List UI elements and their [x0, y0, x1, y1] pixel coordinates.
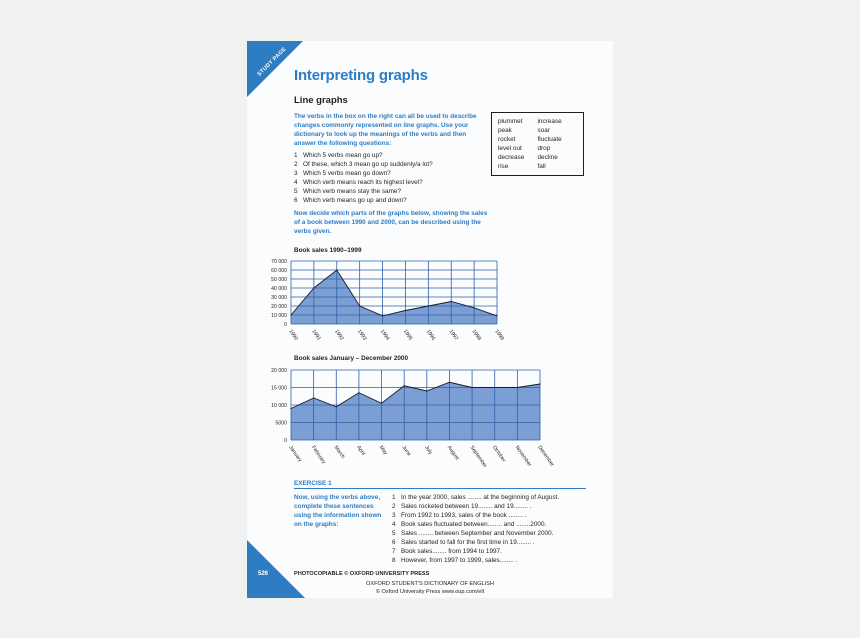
y-tick-label: 20 000 [271, 368, 287, 374]
data-point [382, 315, 383, 316]
exercise-item-number: 6 [392, 539, 396, 546]
data-point [494, 387, 495, 388]
section-title: Line graphs [294, 95, 348, 106]
exercise-intro: Now, using the verbs above, complete these sentences using the information shown on the graphs: [294, 494, 382, 528]
x-tick-label: 1997 [447, 328, 460, 342]
data-point [313, 287, 314, 288]
corner-label: STUDY PAGE [256, 46, 288, 78]
x-tick-label: October [491, 444, 507, 464]
exercise-item-text: Book sales........ from 1994 to 1997. [401, 548, 502, 555]
x-tick-label: March [332, 444, 346, 460]
data-point [313, 397, 314, 398]
verb-column-1 [498, 117, 538, 171]
question-item-text: Which verb means stay the same? [303, 188, 402, 195]
verb-item: fluctuate [537, 136, 562, 143]
exercise-item-number: 1 [392, 494, 396, 501]
y-tick-label: 0 [284, 322, 287, 328]
verb-item: level out [498, 145, 522, 152]
y-tick-label: 0 [284, 438, 287, 444]
x-tick-label: June [400, 444, 412, 458]
verb-item: decrease [498, 154, 525, 161]
study-page [247, 41, 613, 598]
exercise-item-text: In the year 2000, sales ........ at the beginning of August. [401, 494, 560, 501]
x-tick-label: January [287, 444, 303, 464]
intro-text: The verbs in the box on the right can all be used to describe changes commonly represented on line graphs. Use your dictionary to look up the meanings of the verbs and then answer the following questions: [294, 113, 477, 147]
data-point [451, 301, 452, 302]
y-tick-label: 10 000 [271, 313, 287, 319]
question-item-number: 2 [294, 161, 298, 168]
exercise-item-text: Book sales fluctuated between........ and ........2000. [401, 521, 547, 528]
verb-column-2 [538, 117, 578, 171]
question-item [294, 151, 494, 160]
question-item-text: Which verb means go up and down? [303, 197, 407, 204]
y-tick-label: 70 000 [271, 259, 287, 265]
data-point [474, 307, 475, 308]
chart-2-title: Book sales January – December 2000 [294, 355, 409, 362]
exercise-item [392, 493, 592, 502]
y-tick-label: 15 000 [271, 385, 287, 392]
exercise-item [392, 520, 592, 529]
verb-item: peak [498, 127, 512, 134]
question-item-text: Which 5 verbs mean go up? [303, 152, 383, 159]
question-item-number: 4 [294, 179, 298, 186]
question-item-number: 6 [294, 197, 298, 204]
data-point [381, 403, 382, 404]
verb-item: increase [537, 118, 562, 125]
question-item-number: 5 [294, 188, 298, 195]
y-tick-label: 20 000 [271, 304, 287, 310]
y-tick-label: 50 000 [271, 277, 287, 283]
data-point [471, 387, 472, 388]
x-tick-label: September [468, 444, 488, 469]
exercise-item-text: However, from 1997 to 1999, sales........ . [401, 557, 518, 564]
verb-item: plummet [498, 118, 523, 125]
x-tick-label: 1999 [493, 328, 505, 342]
question-list [294, 151, 494, 205]
exercise-header: EXERCISE 1 [294, 480, 332, 487]
footer-dictionary: OXFORD STUDENT'S DICTIONARY OF ENGLISH [366, 581, 494, 587]
question-item-number: 3 [294, 170, 298, 177]
exercise-item-number: 3 [392, 512, 396, 519]
chart-book-sales-1990-1999 [247, 255, 613, 347]
area-fill [291, 382, 540, 440]
exercise-item-number: 2 [392, 503, 396, 510]
y-tick-label: 30 000 [271, 295, 287, 301]
data-point [426, 390, 427, 391]
data-point [517, 387, 518, 388]
verb-item: soar [537, 127, 550, 134]
data-point [358, 392, 359, 393]
question-item-text: Of these, which 3 mean go up suddenly/a lot? [303, 161, 433, 168]
question-item-text: Which verb means reach its highest level? [303, 179, 423, 186]
x-tick-label: November [513, 444, 533, 468]
verb-box [491, 112, 584, 176]
exercise-item [392, 511, 592, 520]
data-point [336, 406, 337, 407]
exercise-list [392, 493, 592, 565]
x-tick-label: July [423, 444, 434, 456]
exercise-item-number: 5 [392, 530, 396, 537]
data-point [428, 305, 429, 306]
verb-item: rise [498, 163, 509, 170]
x-tick-label: 1991 [310, 328, 322, 342]
page-title: Interpreting graphs [294, 67, 428, 84]
question-item [294, 169, 494, 178]
verb-item: drop [537, 145, 551, 152]
x-tick-label: 1990 [287, 328, 299, 342]
exercise-item [392, 529, 592, 538]
data-point [290, 314, 291, 315]
page-number: 526 [258, 571, 269, 577]
exercise-item [392, 538, 592, 547]
question-item-number: 1 [294, 152, 298, 159]
question-item-text: Which 5 verbs mean go down? [303, 170, 391, 177]
x-tick-label: 1996 [424, 328, 437, 342]
instruction-text: Now decide which parts of the graphs below, showing the sales of a book between 1990 and 2000, can be described using the verbs given. [294, 210, 488, 235]
exercise-item-text: Sales rocketed between 19........ and 19........ . [401, 503, 532, 510]
chart-1-title: Book sales 1990–1999 [294, 247, 362, 254]
x-tick-label: April [355, 444, 367, 457]
exercise-item-number: 7 [392, 548, 396, 555]
data-point [449, 382, 450, 383]
x-tick-label: 1998 [470, 328, 483, 342]
footer-photocopiable: PHOTOCOPIABLE © OXFORD UNIVERSITY PRESS [294, 571, 430, 577]
exercise-divider [294, 488, 586, 489]
y-tick-label: 40 000 [271, 286, 287, 292]
x-tick-label: 1994 [378, 328, 391, 342]
data-point [290, 408, 291, 409]
question-item [294, 187, 494, 196]
footer-copyright: © Oxford University Press www.oup.com/elt [375, 589, 485, 595]
chart-book-sales-2000 [247, 363, 613, 471]
data-point [359, 305, 360, 306]
exercise-item [392, 547, 592, 556]
data-point [539, 383, 540, 384]
data-point [405, 310, 406, 311]
exercise-item-text: Sales ........ between September and November 2000. [401, 530, 554, 537]
exercise-item-text: Sales started to fall for the first time in 19........ . [401, 539, 535, 546]
exercise-item [392, 502, 592, 511]
question-item [294, 196, 494, 205]
y-tick-label: 5000 [275, 420, 287, 427]
x-tick-label: December [536, 444, 556, 468]
question-item [294, 160, 494, 169]
x-tick-label: 1993 [356, 328, 368, 342]
x-tick-label: May [377, 444, 389, 457]
question-item [294, 178, 494, 187]
data-point [404, 385, 405, 386]
x-tick-label: 1995 [401, 328, 414, 342]
exercise-item-number: 8 [392, 557, 396, 564]
exercise-item [392, 556, 592, 565]
verb-item: fall [537, 163, 546, 170]
data-point [336, 269, 337, 270]
x-tick-label: February [309, 444, 327, 466]
data-point [496, 315, 497, 316]
x-tick-label: August [445, 444, 460, 462]
verb-item: rocket [498, 136, 516, 143]
verb-item: decline [537, 154, 558, 161]
y-tick-label: 10 000 [271, 403, 287, 409]
x-tick-label: 1992 [333, 328, 345, 342]
exercise-item-number: 4 [392, 521, 396, 528]
exercise-item-text: From 1992 to 1993, sales of the book ........ . [401, 512, 527, 519]
y-tick-label: 60 000 [271, 268, 287, 274]
